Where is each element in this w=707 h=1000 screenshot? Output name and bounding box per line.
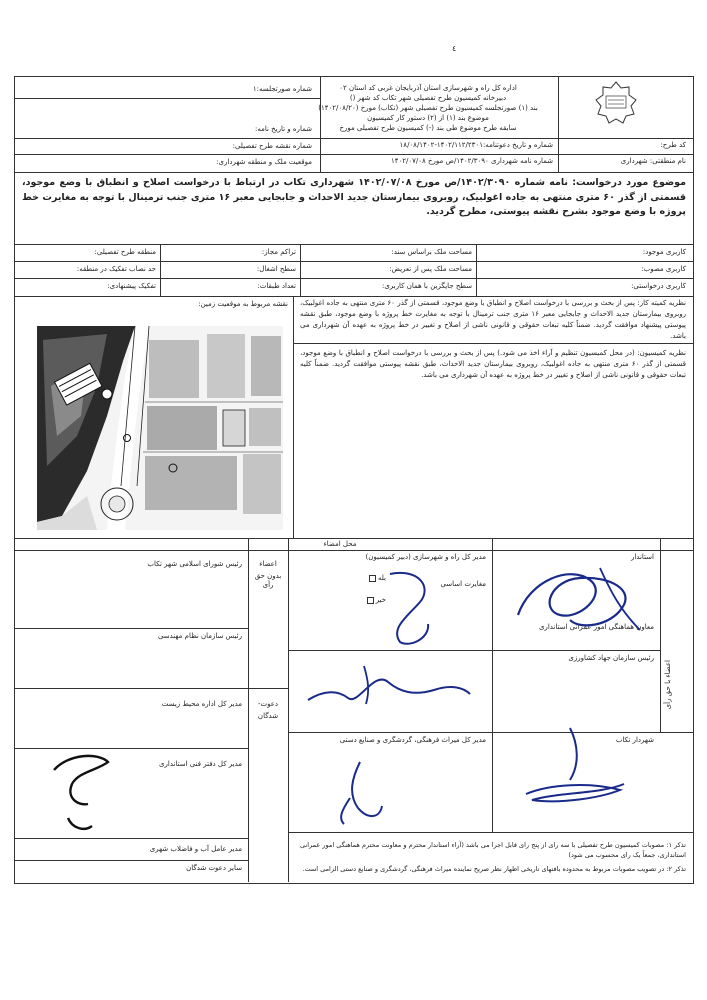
org-line-1: اداره کل راه و شهرسازی استان آذربایجان غربی کد استان ۰۲	[339, 84, 517, 92]
org-logo	[594, 80, 638, 126]
proposed-parcel: تفکیک پیشنهادی:	[107, 282, 156, 290]
footnote-1: تذکر ۱: مصوبات کمیسیون طرح تفصیلی با سه رای از پنج رای قابل اجرا می باشد (آراء استاندار محترم و معاونت محترم هماهنگی امور عمرانی استانداری، جمعاً یک رای محسوب می شود)	[300, 841, 686, 860]
area-widening: مساحت ملک پس از تعریض:	[389, 265, 472, 273]
heritage-label: مدیر کل میراث فرهنگی، گردشگری و صنایع دستی	[339, 736, 486, 744]
governor-signature	[510, 560, 650, 635]
allowed-density: تراکم مجاز:	[261, 248, 296, 256]
footnote-2: تذکر ۲: در تصویب مصوبات مربوط به محدوده بافتهای تاریخی اظهار نظر صریح نماینده میراث فرهنگی، گردشگری و صنایع دستی الزامی است.	[302, 865, 686, 873]
members-label: اعضاء	[259, 560, 277, 568]
yes-checkbox[interactable]	[369, 575, 376, 582]
letter-number-date: شماره و تاریخ نامه:	[254, 125, 312, 133]
voting-members-label: اعضاء با حق رأی	[664, 660, 672, 710]
members-sub: بدون حق رأی	[254, 572, 282, 590]
usage-approved: کاربری مصوب:	[641, 265, 686, 273]
technical-label: مدیر کل دفتر فنی استانداری	[159, 760, 242, 768]
water-label: مدیر عامل آب و فاضلاب شهری	[149, 845, 242, 853]
invited-label: دعوت-	[257, 700, 279, 708]
session-number: شماره صورتجلسه:۱	[252, 85, 312, 93]
environment-label: مدیر کل اداره محیط زیست	[161, 700, 242, 708]
detail-plan-number: شماره نقشه طرح تفصیلی:	[232, 142, 312, 150]
map-title: نقشه مربوط به موقعیت زمین:	[198, 300, 288, 308]
org-line-5: سابقه طرح موضوع طی بند (-) کمیسیون طرح تفصیلی مورخ	[339, 124, 517, 132]
engineering-label: رئیس سازمان نظام مهندسی	[157, 632, 242, 640]
invitation-ref: شماره و تاریخ دعوتنامه:۱۴۰۲/۱۱۲/۲۳۰۱-۱۸/۰۸/۱۴۰۲	[399, 141, 553, 149]
regional-name: نام منطقتی: شهرداری	[620, 157, 686, 165]
signature-header: محل امضاء	[323, 540, 357, 548]
org-line-3: بند (۱) صورتجلسه کمیسیون طرح تفصیلی شهر (تکاب) مورخ (۱۴۰۲/۰۸/۲۰)	[318, 104, 538, 112]
council-label: رئیس شورای اسلامی شهر تکاب	[147, 560, 242, 568]
replacement-area: سطح جایگزین با همان کاربری:	[381, 282, 472, 290]
detail-zone: منطقه طرح تفصیلی:	[94, 248, 156, 256]
location-zone: موقعیت ملک و منطقه شهرداری:	[216, 158, 312, 166]
heritage-signature	[330, 758, 390, 828]
road-dg-signature	[377, 568, 440, 648]
mayor-label: شهردار تکاب	[615, 736, 654, 744]
org-line-2: دبیرخانه کمیسیون طرح تفصیلی شهر تکاب کد شهر ()	[349, 94, 507, 102]
agriculture-label: رئیس سازمان جهاد کشاورزی	[568, 654, 654, 662]
technical-signature	[48, 748, 118, 838]
yes-label: بله	[377, 574, 386, 582]
site-map	[37, 326, 283, 530]
page-marker: ٤	[452, 44, 457, 53]
mayor-signature	[520, 724, 630, 814]
work-committee-opinion: نظریه کمیته کار: پس از بحث و بررسی با درخواست اصلاح و انطباق با وضع موجود، قسمتی از گذر ۶۰ متری منتهی به جاده اغولبیک، روبروی بیمارستان جدید الاحداث و جابجایی معبر ۱۶ متری جنب ترمینال با توجه به مغایرت خط پروژه با وضع موجود، طبق نقشه پیوستی پیشنهاد موافقت گردید. ضمناً کلیه تبعات حقوقی و قانونی ناشی از اصلاح و تغییر در خط پروژه به عهده آن شهرداری می باشد.	[300, 299, 687, 340]
floors: تعداد طبقات:	[257, 282, 296, 290]
road-dg-label: مدیر کل راه و شهرسازی (دبیر کمیسیون)	[365, 553, 486, 561]
usage-requested: کاربری درخواستی:	[631, 282, 686, 290]
org-line-4: موضوع بند (۱) از (۲) دستور کار کمیسیون	[367, 114, 489, 122]
no-checkbox[interactable]	[367, 597, 374, 604]
emblem-icon	[594, 80, 638, 126]
violation-label: مغایرت اساسی	[440, 580, 486, 588]
area-deed: مساحت ملک براساس سند:	[391, 248, 472, 256]
others-label: سایر دعوت شدگان	[186, 864, 242, 872]
request-paragraph: موضوع مورد درخواست: نامه شماره ۱۴۰۲/۳۰۹۰/ص مورخ ۱۴۰۲/۰۷/۰۸ شهرداری تکاب در ارتباط با درخواست اصلاح و انطباق با وضع موجود، قسمتی از گذر ۶۰ متری منتهی به جاده اغولبیک، روبروی بیمارستان جدید الاحداث و جابجایی معبر ۱۶ متری جنب ترمینال با توجه به مغایرت خط پروژه با وضع موجود بشرح نقشه پیوستی، مطرح گردید.	[22, 177, 686, 218]
occupancy: سطح اشغال:	[256, 265, 296, 273]
usage-current: کاربری موجود:	[642, 248, 686, 256]
min-parcel: حد نصاب تفکیک در منطقه:	[76, 265, 156, 273]
plan-code: کد طرح:	[660, 141, 686, 149]
site-map-drawing	[37, 326, 283, 530]
governor-label: استاندار	[630, 553, 654, 561]
invited-sub: شدگان	[257, 712, 279, 720]
municipality-letter: شماره نامه شهرداری ۱۴۰۲/۳۰۹۰/ص مورخ ۱۴۰۲/۰۷/۰۸	[390, 157, 553, 165]
no-label: خیر	[375, 596, 386, 604]
governor-deputy-label: معاون هماهنگی امور عمرانی استانداری	[538, 623, 654, 631]
commission-decision: نظریه کمیسیون: (در محل کمیسیون تنظیم و آراء اخذ می شود.) پس از بحث و بررسی با درخواست اصلاح و انطباق با وضع موجود، قسمتی از گذر ۶۰ متری منتهی به جاده اغولبیک، روبروی بیمارستان جدید الاحداث، طبق نقشه پیوستی موافقت گردید. ضمناً کلیه تبعات حقوقی و قانونی ناشی از اصلاح و تغییر در خط پروژه به عهده آن شهرداری می باشد.	[300, 349, 686, 379]
agriculture-signature	[304, 660, 474, 716]
